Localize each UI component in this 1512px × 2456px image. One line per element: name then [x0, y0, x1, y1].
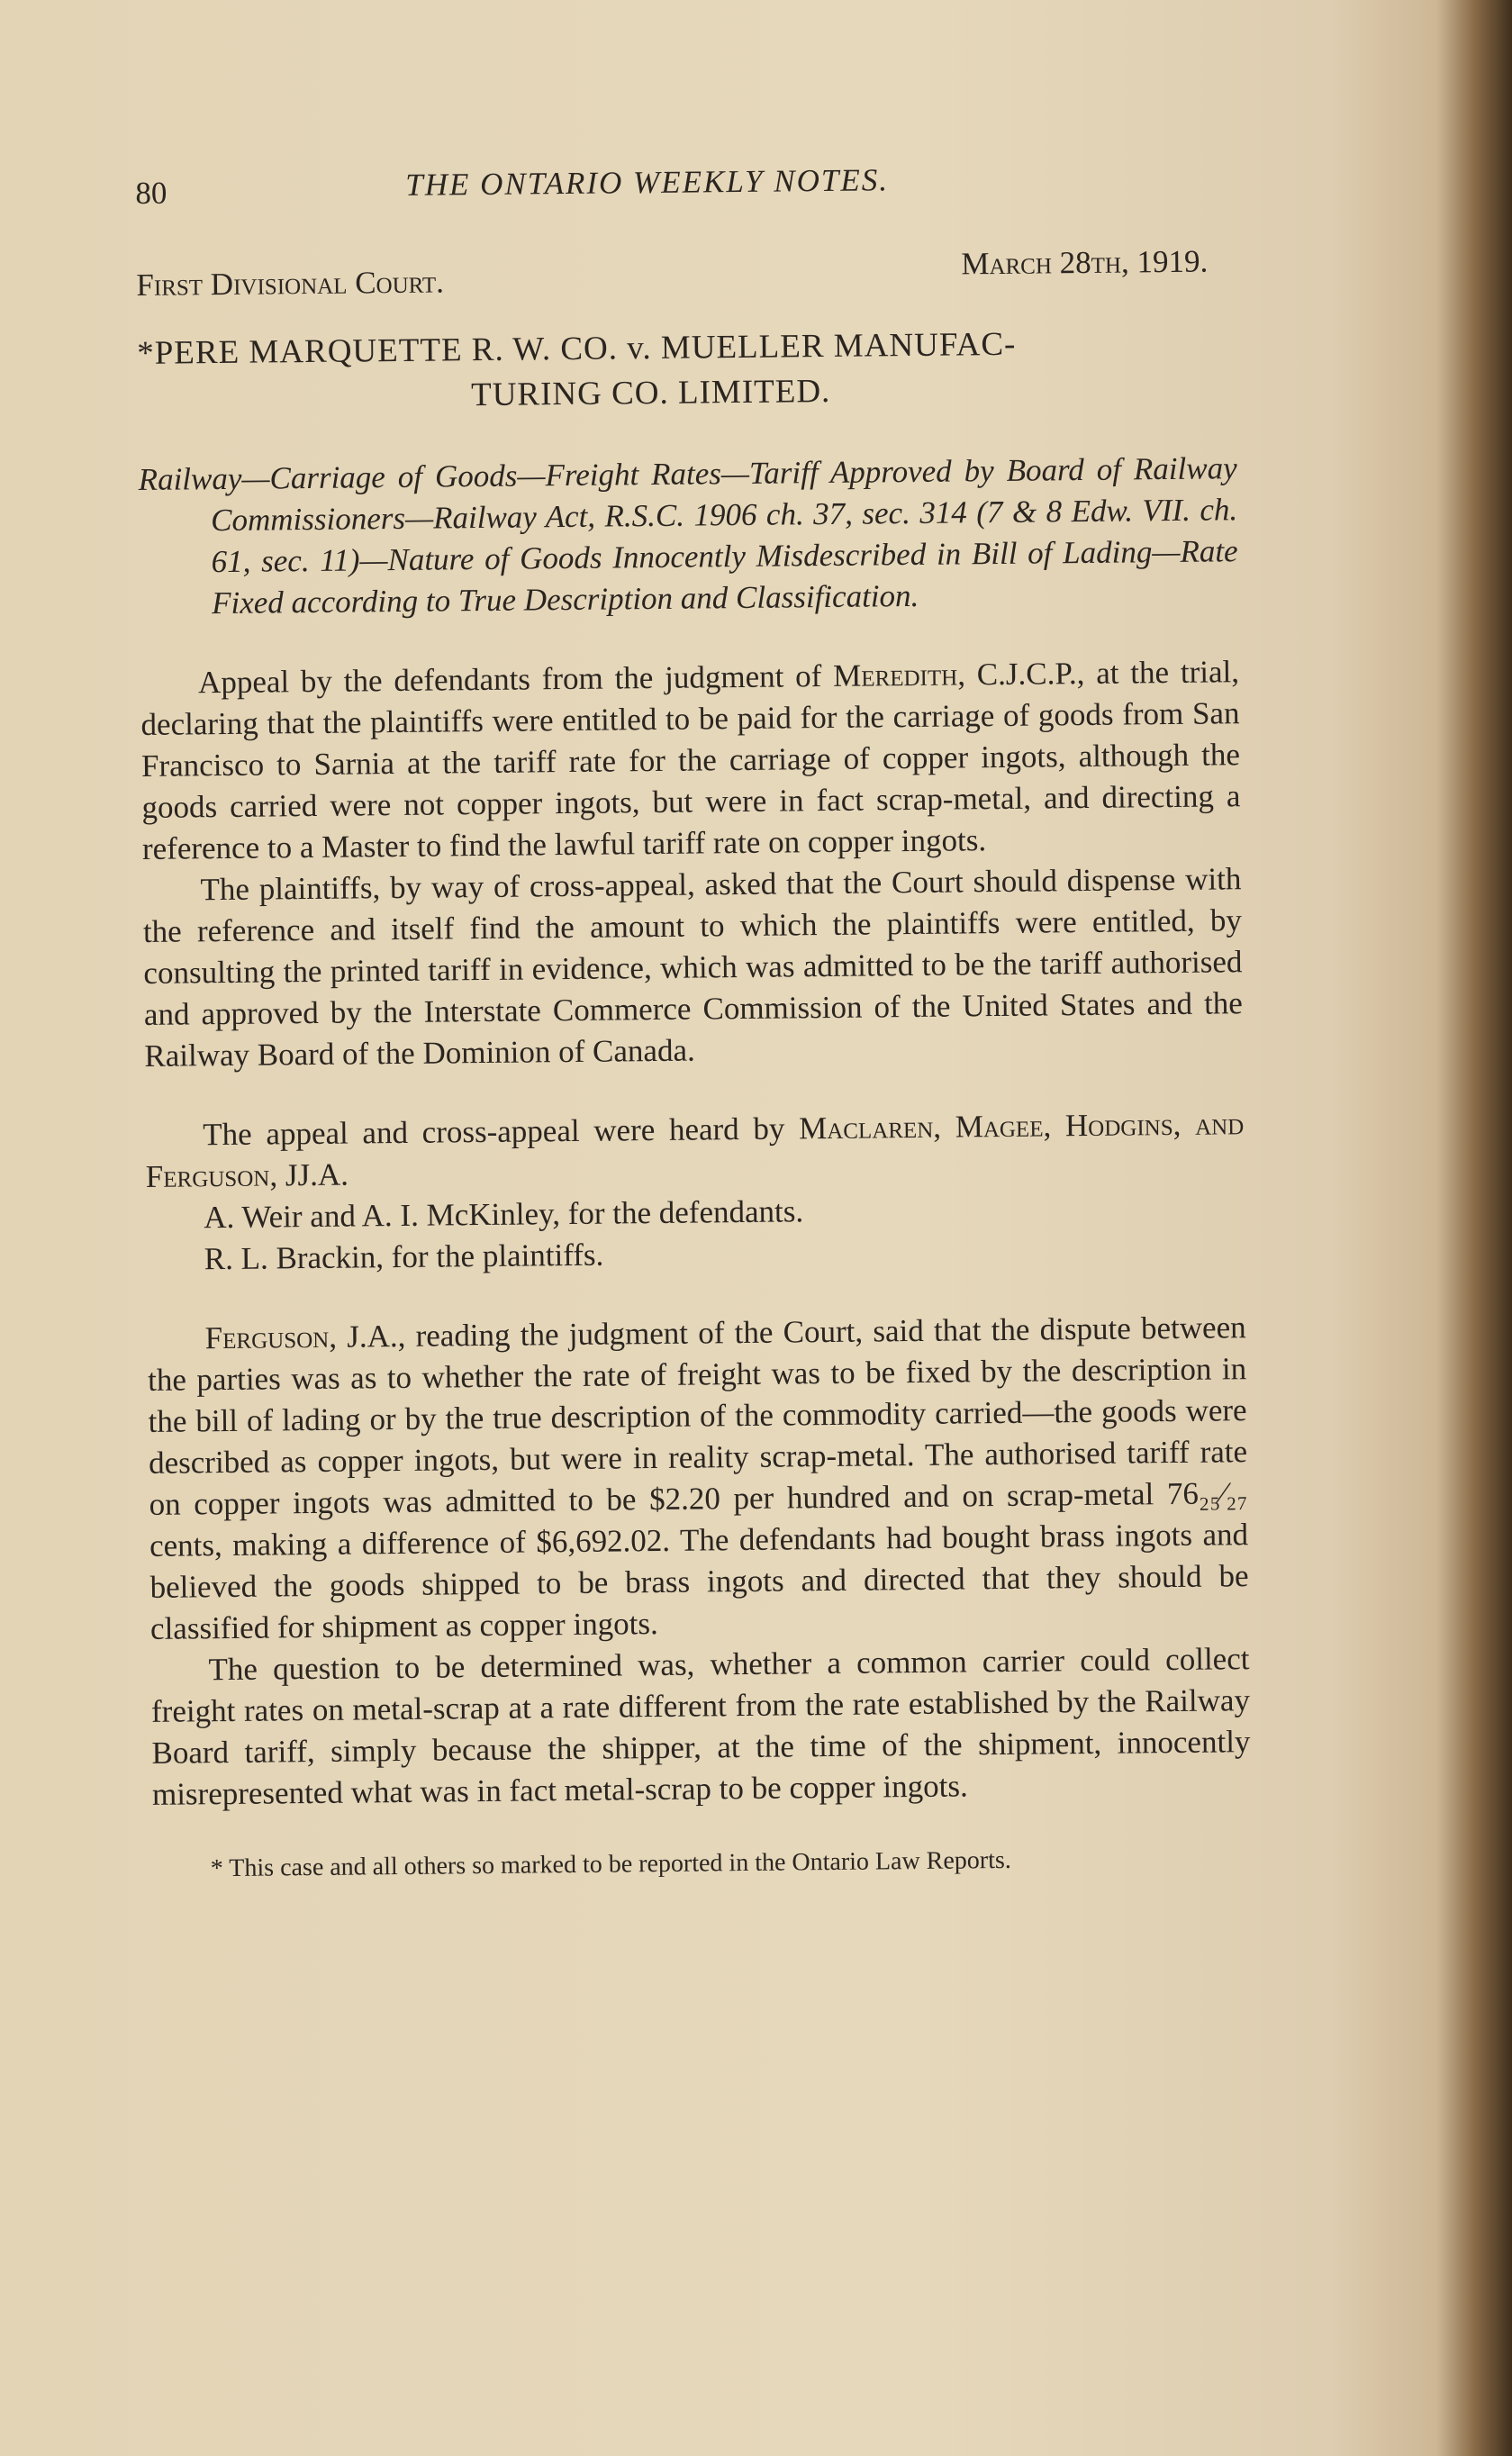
heard-judges: Maclaren, Magee, Hodgins, and Ferguson [145, 1106, 1245, 1194]
counsel-defendants: A. Weir and A. I. McKinley, for the defendants. [204, 1193, 804, 1236]
page-number: 80 [135, 175, 167, 211]
case-title [137, 320, 1236, 421]
court-date: March 28th, 1919. [961, 243, 1209, 282]
court-name: First Divisional Court. [136, 264, 445, 303]
paragraph-heard [145, 1103, 1245, 1198]
appeal-lead: Appeal by the defendants from the judgment of [197, 657, 834, 701]
running-title: THE ONTARIO WEEKLY NOTES. [405, 162, 890, 203]
paragraph-question: The question to be determined was, whether a common carrier could collect freight rates on metal-scrap at a rate different from the rate established by the Railway Board tariff, simply because the shipper, at the time of the shipment, innocently misrepresented what was in fact metal-scrap to be copper ingots. [150, 1641, 1251, 1812]
paragraph-appeal [140, 651, 1241, 870]
paragraph-cross-appeal: The plaintiffs, by way of cross-appeal, asked that the Court should dispense with the reference and itself find the amount to which the plaintiffs were entitled, by consulting the printed tariff in evidence, which was admitted to be the tariff authorised and approved by the Interstate Commerce Commission of the United States and the Railway Board of the Dominion of Canada. [142, 861, 1244, 1074]
headnote-text: Railway—Carriage of Goods—Freight Rates—Tariff Approved by Board of Railway Commissioners—Railway Act, R.S.C. 1906 ch. 37, sec. 314 (7 & 8 Edw. VII. ch. 61, sec. 11)—Nature of Goods Innocently Misdescribed in Bill of Lading—Rate Fixed according to True Description and Classification. [138, 450, 1238, 621]
paragraph-judgment [147, 1307, 1249, 1650]
judgment-rest: , J.A., reading the judgment of the Court, said that the dispute between the parties was as to whether the rate of freight was to be fixed by the description in the bill of lading or by the true description of the commodity carried—the goods were described as copper ingots, but were in reality scrap-metal. The authorised tariff rate on copper ingots was admitted to be $2.20 per hundred and on scrap-metal 76₂₅⁄₂₇ cents, making a difference of $6,692.02. The defendants had bought brass ingots and believed the goods shipped to be brass ingots and directed that they should be classified for shipment as copper ingots. [147, 1310, 1249, 1646]
heard-lead: The appeal and cross-appeal were heard by [203, 1110, 800, 1153]
case-title-line-2: TURING CO. LIMITED. [470, 372, 831, 414]
case-title-line-1: *PERE MARQUETTE R. W. CO. v. MUELLER MANUFAC- [137, 325, 1017, 372]
page-header [135, 150, 1235, 216]
judgment-judge: Ferguson [204, 1319, 330, 1356]
appeal-rest: , C.J.C.P., at the trial, declaring that the plaintiffs were entitled to be paid for the carriage of goods from San Francisco to Sarnia at the tariff rate for the carriage of copper ingots, although the goods carried were not copper ingots, but were in fact scrap-metal, and directing a reference to a Master to find the lawful tariff rate on copper ingots. [140, 654, 1241, 866]
document-body [135, 150, 1252, 1888]
headnote [138, 448, 1238, 625]
appeal-judge: Meredith [832, 657, 958, 693]
counsel-plaintiffs: R. L. Brackin, for the plaintiffs. [204, 1237, 604, 1277]
footnote: * This case and all others so marked to be reported in the Ontario Law Reports. [210, 1845, 1011, 1883]
heard-rest: , JJ.A. [269, 1156, 349, 1193]
court-line [136, 240, 1236, 315]
